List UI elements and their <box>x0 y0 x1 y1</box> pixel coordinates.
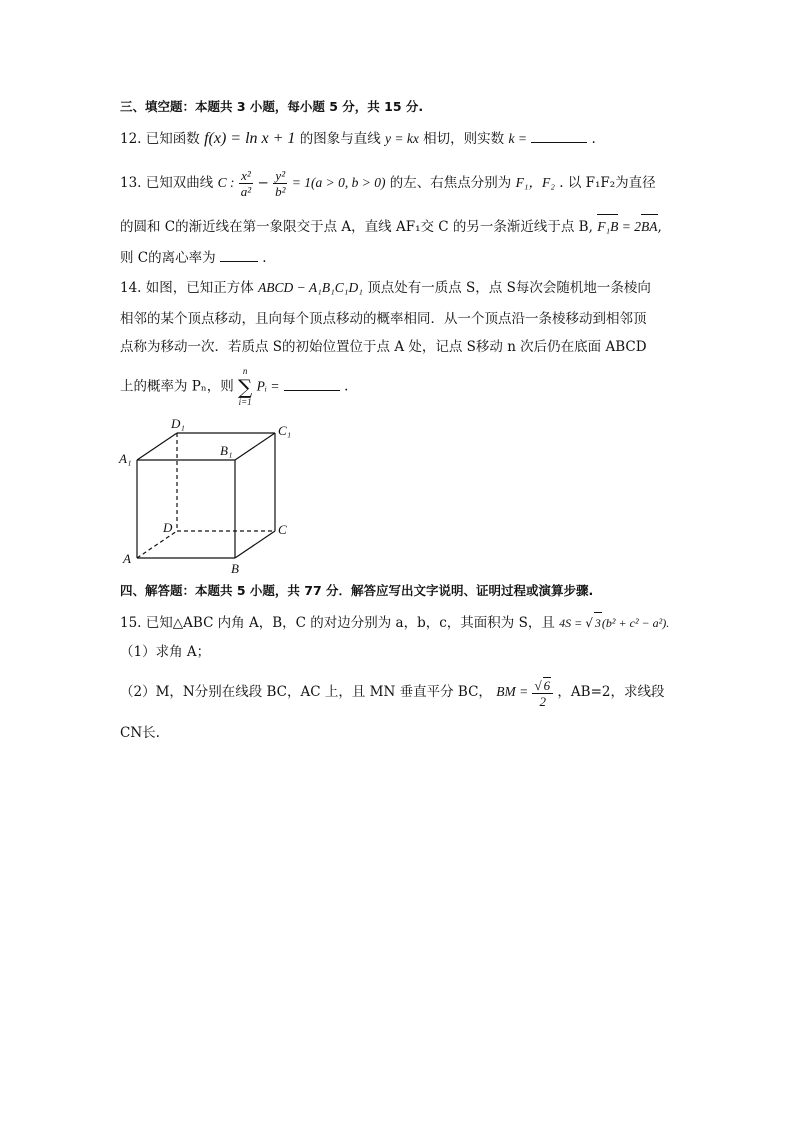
q12-line: y = kx <box>385 131 419 146</box>
q13-x2: x² <box>239 168 253 184</box>
section3-title: 三、填空题：本题共 3 小题，每小题 5 分，共 15 分. <box>120 99 424 114</box>
q13-line3 <box>120 247 267 268</box>
q15-frac: $\frac{√ 6}{2}$ <box>532 677 553 709</box>
q13-num: 13. <box>120 175 142 191</box>
q14-line1 <box>120 278 651 298</box>
q15-eq-pre: 4S = <box>559 616 586 630</box>
section4-title: 四、解答题：本题共 5 小题，共 77 分．解答应写出文字说明、证明过程或演算步骤. <box>120 583 594 598</box>
q14-line1-pre: 14. 如图，已知正方体 <box>120 280 254 296</box>
q13-frac-x <box>239 168 253 199</box>
q13-eq: = 2 <box>618 219 642 234</box>
q12 <box>120 128 596 149</box>
edge-ad-hidden <box>137 531 177 558</box>
q14-cube: ABCD − A₁B₁C₁D₁ <box>258 280 363 295</box>
q14-line4 <box>120 366 348 408</box>
q13-foci: F₁，F₂ <box>515 175 555 190</box>
q15-sqrt6: 6 <box>543 677 551 693</box>
q15-line1: 15. 已知△ABC 内角 A，B，C 的对边分别为 a，b，c，其面积为 S，且 4S = √ 3(b² + c² − a²). <box>120 612 669 633</box>
q14-answer-blank[interactable] <box>284 376 340 391</box>
q12-mid: 的图象与直线 <box>299 131 381 147</box>
q13-pre: 已知双曲线 <box>145 175 214 191</box>
label-b1: B₁ <box>220 443 233 458</box>
q15-bm: BM = <box>496 684 529 699</box>
q14-line3: 点称为移动一次．若质点 S的初始位置位于点 A 处，记点 S移动 n 次后仍在底面 ABCD <box>120 339 647 355</box>
label-a1: A₁ <box>119 451 132 466</box>
q13-line3-pre: 则 C的离心率为 <box>120 250 216 266</box>
edge-b1c1 <box>235 433 275 460</box>
q14-sum-bot: i=1 <box>238 397 252 407</box>
q13-a2: a² <box>240 184 252 199</box>
q14-line1-post: 顶点处有一质点 S，点 S每次会随机地一条棱向 <box>367 280 651 296</box>
q12-post: 相切，则实数 <box>423 131 505 147</box>
q13-line1 <box>120 166 656 200</box>
q13-line3-end: . <box>262 250 267 266</box>
label-d: D <box>163 520 173 535</box>
q12-k: k = <box>508 131 527 146</box>
q13-answer-blank[interactable] <box>220 247 258 262</box>
edge-a1d1 <box>137 433 177 460</box>
q13-C: C : <box>217 175 235 190</box>
q15-sqrt3: 3 <box>594 612 602 633</box>
q13-mid: 的左、右焦点分别为 <box>389 175 512 191</box>
q13-minus: − <box>257 175 269 191</box>
q13-vec-f1b: F₁B <box>597 217 618 237</box>
q12-func: f(x) = ln x + 1 <box>204 130 296 147</box>
q14-sum-term: Pᵢ = <box>256 378 280 394</box>
q15-part2-post: ，AB=2，求线段 <box>557 684 665 700</box>
q12-answer-blank[interactable] <box>531 128 587 143</box>
q13-cond: = 1(a > 0, b > 0) <box>291 175 386 190</box>
q14-line4-pre: 上的概率为 Pₙ，则 <box>120 378 234 395</box>
label-c: C <box>278 522 287 537</box>
q13-frac-y <box>273 168 287 199</box>
edge-bc <box>235 531 275 558</box>
q14-line2: 相邻的某个顶点移动，且向每个顶点移动的概率相同．从一个顶点沿一条棱移动到相邻顶 <box>120 311 647 327</box>
q12-num: 12. <box>120 131 142 147</box>
q15-line1-pre: 15. 已知△ABC 内角 A，B，C 的对边分别为 a，b，c，其面积为 S，且 <box>120 615 555 631</box>
q13-comma: , <box>657 219 662 235</box>
q13-b2: b² <box>275 184 286 199</box>
q13-line2-text: 的圆和 C的渐近线在第一象限交于点 A，直线 AF₁交 C 的另一条渐近线于点 B, <box>120 219 593 235</box>
cube-figure <box>115 410 315 580</box>
q14-sum-top: n <box>242 366 248 376</box>
label-a: A <box>123 551 131 566</box>
q15-part2-pre: （2）M，N分别在线段 BC，AC 上，且 MN 垂直平分 BC， <box>120 684 492 700</box>
q15-part1: （1）求角 A； <box>120 644 211 660</box>
q14-sum <box>238 366 252 408</box>
q13-line2 <box>120 217 662 237</box>
q12-pre: 已知函数 <box>145 131 200 147</box>
q13-y2: y² <box>273 168 287 184</box>
q15-part2-line2: CN长. <box>120 725 160 741</box>
q12-end: . <box>591 131 596 147</box>
label-b: B <box>231 561 239 576</box>
q15-part2 <box>120 672 665 712</box>
q15-eq-post: (b² + c² − a²). <box>601 616 670 630</box>
q13-post: . 以 F₁F₂为直径 <box>559 175 656 191</box>
q14-line4-end: . <box>344 378 349 395</box>
label-c1: C₁ <box>278 423 292 438</box>
label-d1: D₁ <box>171 416 185 431</box>
q14-sum-sym: ∑ <box>238 375 253 399</box>
q15-den: 2 <box>539 693 547 709</box>
q13-vec-ba: BA <box>641 217 658 237</box>
